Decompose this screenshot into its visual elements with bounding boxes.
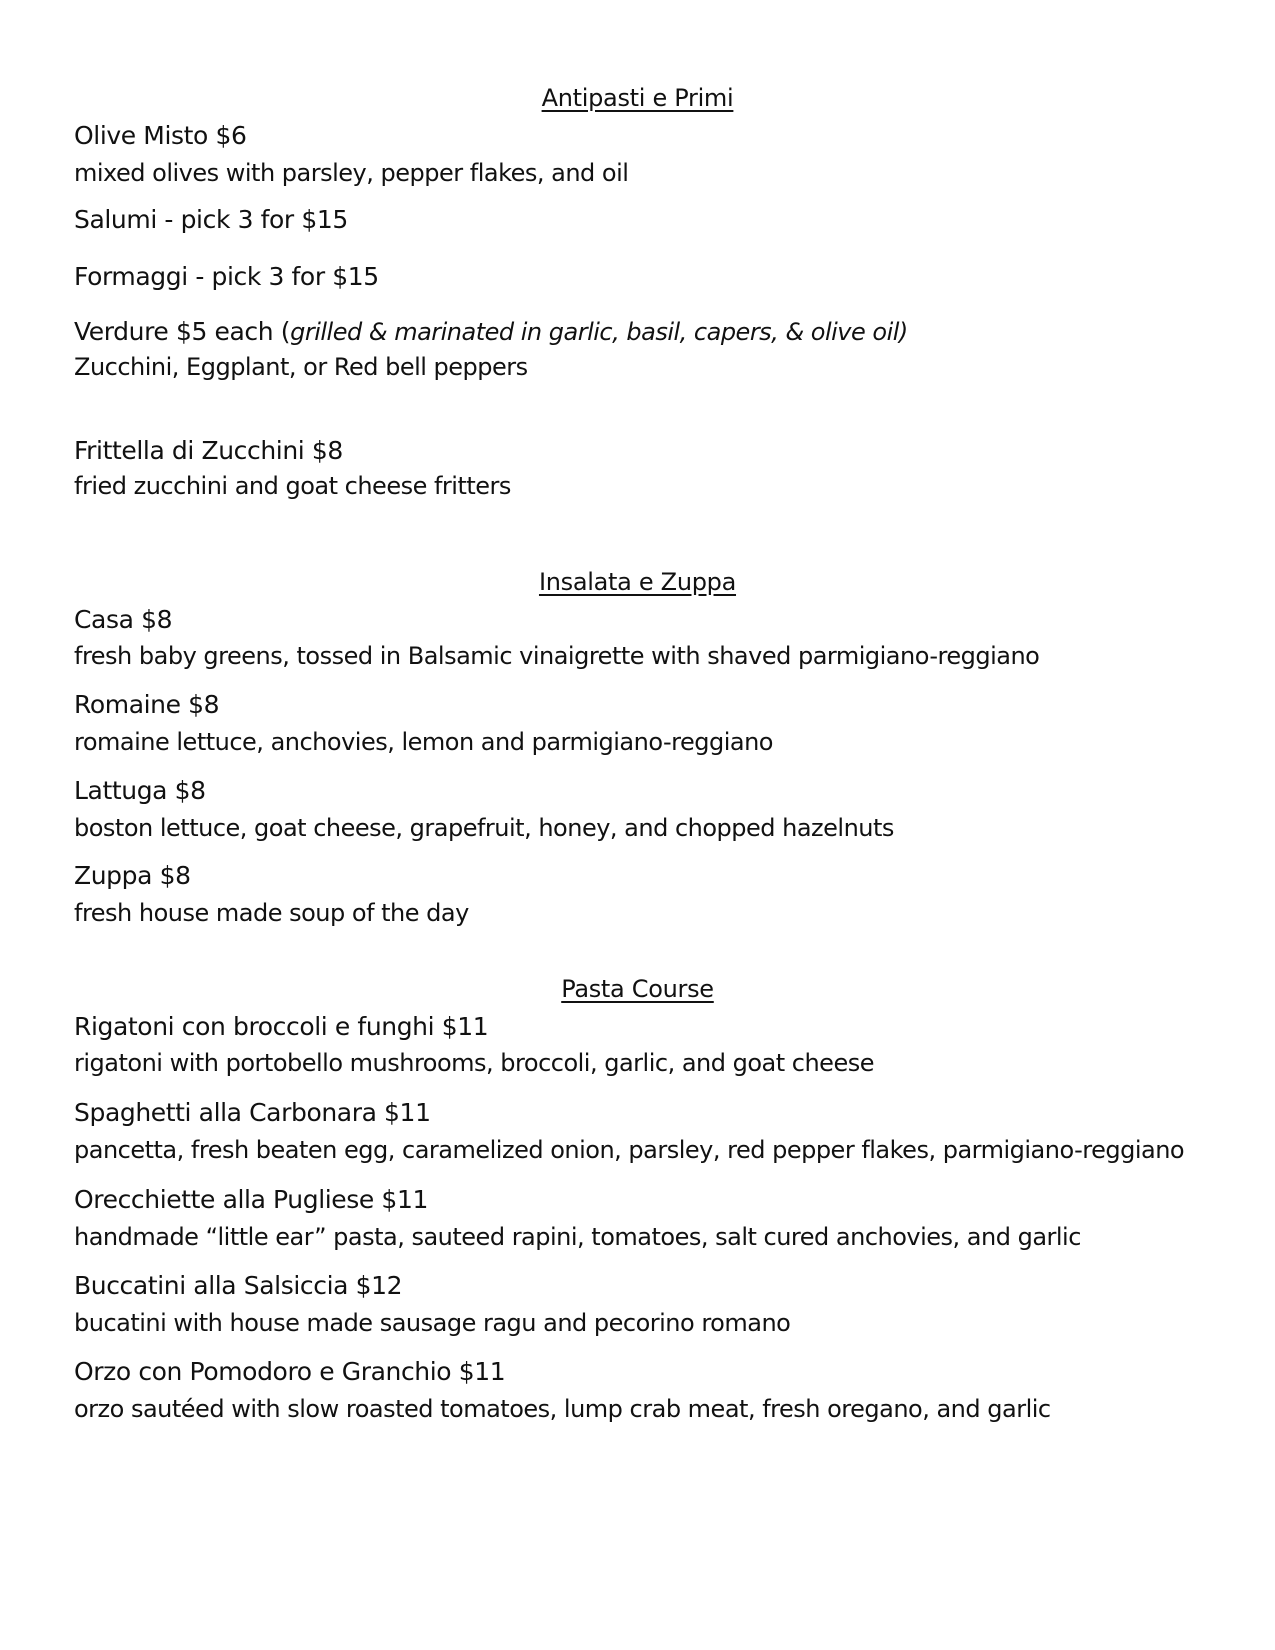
menu-item-orzo-name: Orzo con Pomodoro e Granchio $11	[74, 1357, 506, 1386]
section-title-antipasti: Antipasti e Primi	[541, 84, 734, 112]
section-title-pasta: Pasta Course	[561, 975, 714, 1003]
menu-item-frittella-name: Frittella di Zucchini $8	[74, 436, 343, 465]
menu-item-buccatini-desc: bucatini with house made sausage ragu and pecorino romano	[74, 1309, 791, 1337]
menu-item-romaine-name: Romaine $8	[74, 690, 220, 719]
section-title-insalata: Insalata e Zuppa	[538, 568, 737, 596]
menu-item-orecchiette-desc: handmade “little ear” pasta, sauteed rapini, tomatoes, salt cured anchovies, and garlic	[74, 1223, 1081, 1251]
verdure-note: grilled & marinated in garlic, basil, capers, & olive oil)	[290, 318, 908, 346]
menu-item-lattuga-name: Lattuga $8	[74, 776, 206, 805]
menu-item-olive-name: Olive Misto $6	[74, 121, 247, 150]
menu-item-orecchiette-name: Orecchiette alla Pugliese $11	[74, 1185, 428, 1214]
menu-item-rigatoni-name: Rigatoni con broccoli e funghi $11	[74, 1012, 489, 1041]
menu-item-zuppa-name: Zuppa $8	[74, 861, 191, 890]
menu-item-rigatoni-desc: rigatoni with portobello mushrooms, broccoli, garlic, and goat cheese	[74, 1049, 874, 1077]
menu-item-salumi: Salumi - pick 3 for $15	[74, 205, 348, 234]
menu-item-verdure-desc: Zucchini, Eggplant, or Red bell peppers	[74, 353, 528, 381]
menu-item-formaggi: Formaggi - pick 3 for $15	[74, 262, 379, 291]
menu-item-lattuga-desc: boston lettuce, goat cheese, grapefruit, honey, and chopped hazelnuts	[74, 814, 894, 842]
menu-item-carbonara-desc: pancetta, fresh beaten egg, caramelized onion, parsley, red pepper flakes, parmigiano-reggiano	[74, 1136, 1185, 1164]
menu-item-casa-name: Casa $8	[74, 605, 173, 634]
menu-item-orzo-desc: orzo sautéed with slow roasted tomatoes, lump crab meat, fresh oregano, and garlic	[74, 1395, 1051, 1423]
menu-item-carbonara-name: Spaghetti alla Carbonara $11	[74, 1098, 431, 1127]
menu-item-zuppa-desc: fresh house made soup of the day	[74, 899, 469, 927]
menu-item-buccatini-name: Buccatini alla Salsiccia $12	[74, 1271, 403, 1300]
verdure-price-label: Verdure $5 each (	[74, 317, 291, 346]
menu-item-frittella-desc: fried zucchini and goat cheese fritters	[74, 472, 511, 500]
menu-item-verdure-name	[74, 317, 908, 346]
menu-item-casa-desc: fresh baby greens, tossed in Balsamic vinaigrette with shaved parmigiano-reggiano	[74, 642, 1040, 670]
menu-item-romaine-desc: romaine lettuce, anchovies, lemon and parmigiano-reggiano	[74, 728, 773, 756]
menu-item-olive-desc: mixed olives with parsley, pepper flakes, and oil	[74, 159, 629, 187]
